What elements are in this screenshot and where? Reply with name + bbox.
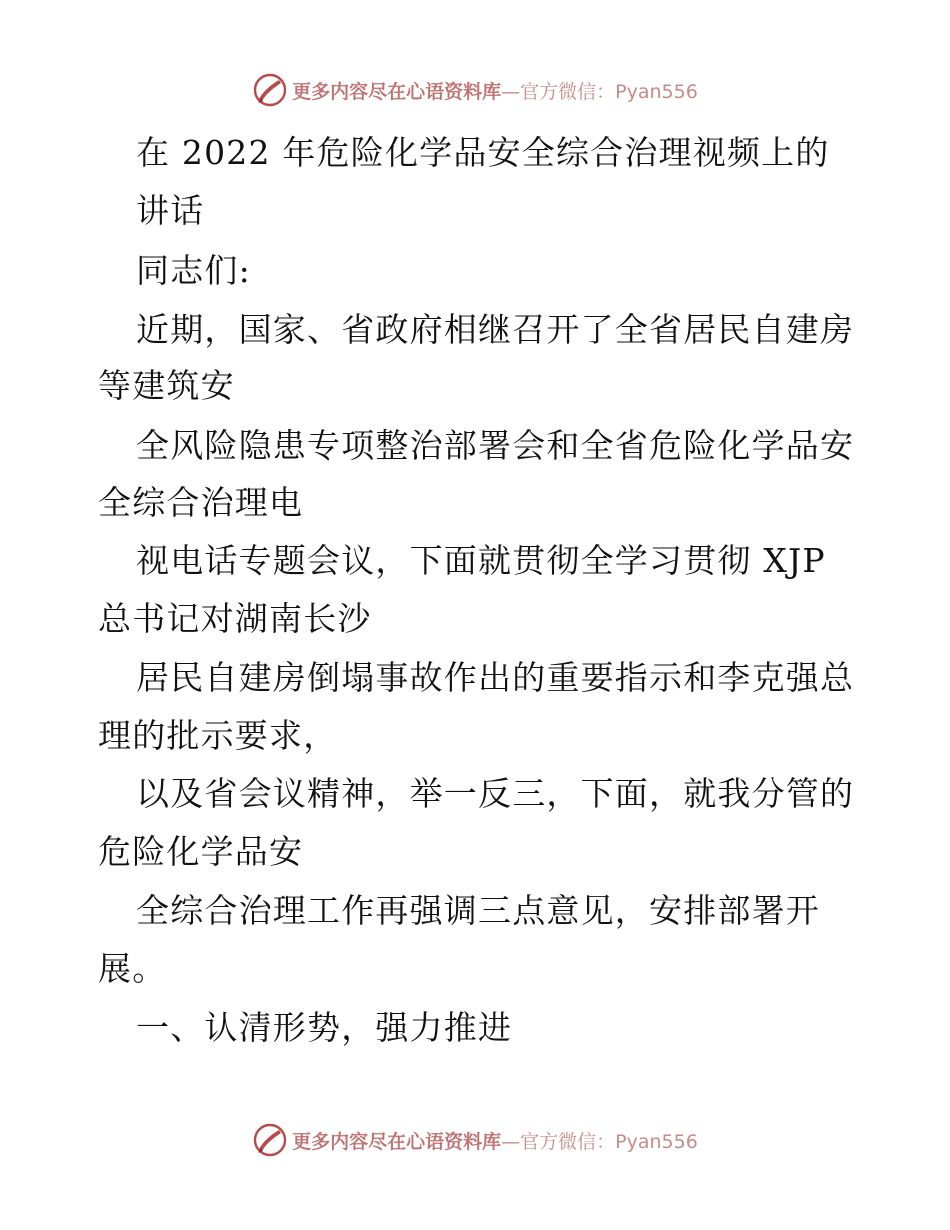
footer-slogan: 更多内容尽在心语资料库 — [292, 1130, 502, 1153]
body-line: 危险化学品安 — [98, 832, 304, 871]
header-banner — [0, 68, 950, 112]
body-line: 总书记对湖南长沙 — [98, 599, 372, 638]
body-line: 近期，国家、省政府相继召开了全省居民自建房 — [136, 310, 855, 349]
header-slogan: 更多内容尽在心语资料库 — [292, 80, 502, 103]
title-line-1: 在 2022 年危险化学品安全综合治理视频上的 — [136, 133, 830, 172]
body-line: 全综合治理电 — [98, 483, 304, 522]
body-line: 全风险隐患专项整治部署会和全省危险化学品安 — [136, 426, 855, 465]
footer-banner-text — [292, 1127, 698, 1154]
body-line: 展。 — [98, 949, 167, 988]
body-line: 视电话专题会议，下面就贯彻全学习贯彻 XJP — [136, 541, 826, 580]
body-line: 等建筑安 — [98, 366, 235, 405]
body-line: 居民自建房倒塌事故作出的重要指示和李克强总 — [136, 658, 855, 697]
pen-logo-icon — [252, 1122, 288, 1158]
body-line: 全综合治理工作再强调三点意见，安排部署开 — [136, 891, 820, 930]
pen-logo-icon — [252, 72, 288, 108]
header-banner-text — [292, 77, 698, 104]
title-line-2: 讲话 — [136, 191, 205, 230]
section-heading: 一、认清形势，强力推进 — [136, 1008, 513, 1047]
salutation: 同志们: — [136, 251, 251, 290]
header-wechat: —官方微信：Pyan556 — [501, 80, 698, 103]
footer-wechat: —官方微信：Pyan556 — [501, 1130, 698, 1153]
body-line: 理的批示要求， — [98, 716, 338, 755]
footer-banner — [0, 1118, 950, 1162]
body-line: 以及省会议精神，举一反三，下面，就我分管的 — [136, 774, 855, 813]
